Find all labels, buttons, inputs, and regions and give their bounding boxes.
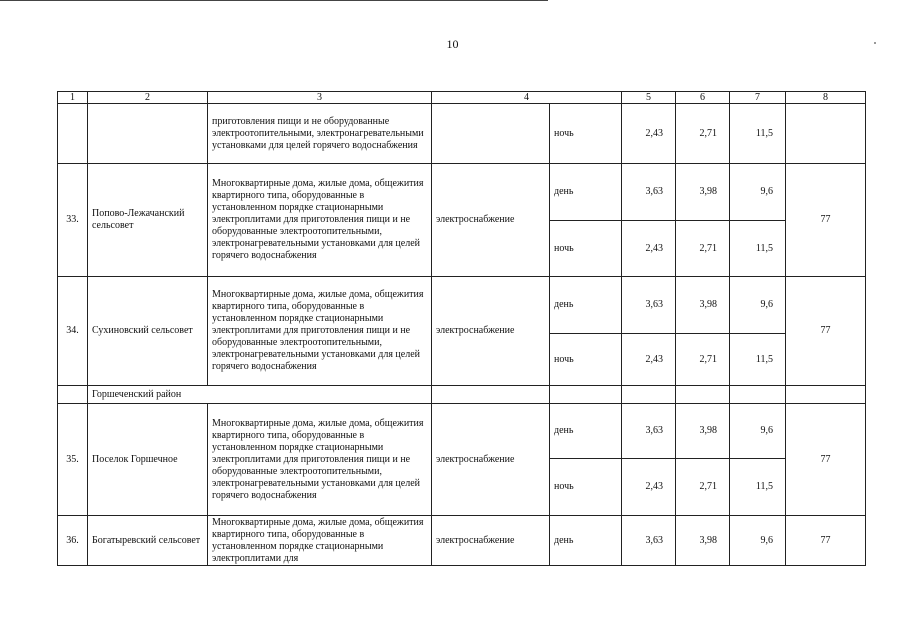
settlement-name: Поселок Горшечное bbox=[88, 404, 208, 516]
header-row bbox=[58, 92, 866, 104]
value-col6: 2,71 bbox=[676, 459, 730, 516]
value-col6 bbox=[676, 386, 730, 404]
value-col6: 3,98 bbox=[676, 164, 730, 221]
col-header-4: 4 bbox=[432, 92, 622, 104]
row-number: 33. bbox=[58, 164, 88, 277]
value-col5: 2,43 bbox=[622, 221, 676, 277]
value-col5: 2,43 bbox=[622, 104, 676, 164]
row-number: 36. bbox=[58, 516, 88, 566]
table-row bbox=[58, 164, 866, 221]
col-header-8: 8 bbox=[786, 92, 866, 104]
value-col5 bbox=[622, 386, 676, 404]
consumer-category: приготовления пищи и не оборудованные электроотопительными, электронагревательными установками для целей горячего водоснабжения bbox=[208, 104, 432, 164]
table-row-continuation bbox=[58, 104, 866, 164]
service-type: электроснабжение bbox=[432, 164, 550, 277]
consumer-category: Многоквартирные дома, жилые дома, общежития квартирного типа, оборудованные в установленном порядке стационарными электроплитами для приготовления пищи и не оборудованные электроотопительными, электронагревательными установками для целей горячего водоснабжения bbox=[208, 404, 432, 516]
scan-speck bbox=[874, 42, 876, 44]
value-col7: 11,5 bbox=[730, 221, 786, 277]
value-col7: 9,6 bbox=[730, 164, 786, 221]
value-col6: 3,98 bbox=[676, 277, 730, 334]
service-type bbox=[432, 104, 550, 164]
value-col5: 3,63 bbox=[622, 277, 676, 334]
table-row bbox=[58, 404, 866, 459]
settlement-name: Сухиновский сельсовет bbox=[88, 277, 208, 386]
settlement-name bbox=[88, 104, 208, 164]
value-col7: 9,6 bbox=[730, 516, 786, 566]
period-label: день bbox=[550, 516, 622, 566]
col-header-7: 7 bbox=[730, 92, 786, 104]
settlement-name: Попово-Лежачанский сельсовет bbox=[88, 164, 208, 277]
page-number: 10 bbox=[446, 37, 459, 51]
period-label: ночь bbox=[550, 459, 622, 516]
col-header-5: 5 bbox=[622, 92, 676, 104]
service-type: электроснабжение bbox=[432, 404, 550, 516]
value-col6: 3,98 bbox=[676, 516, 730, 566]
service-type bbox=[432, 386, 550, 404]
value-col7 bbox=[730, 386, 786, 404]
value-col8 bbox=[786, 104, 866, 164]
value-col6: 3,98 bbox=[676, 404, 730, 459]
period-label: день bbox=[550, 164, 622, 221]
settlement-name: Богатыревский сельсовет bbox=[88, 516, 208, 566]
value-col8: 77 bbox=[786, 164, 866, 277]
tariff-table bbox=[57, 91, 866, 566]
col-header-2: 2 bbox=[88, 92, 208, 104]
value-col5: 2,43 bbox=[622, 459, 676, 516]
district-row bbox=[58, 386, 866, 404]
value-col5: 2,43 bbox=[622, 334, 676, 386]
value-col8 bbox=[786, 386, 866, 404]
row-number bbox=[58, 104, 88, 164]
table-row bbox=[58, 516, 866, 566]
col-header-3: 3 bbox=[208, 92, 432, 104]
col-header-6: 6 bbox=[676, 92, 730, 104]
row-number: 35. bbox=[58, 404, 88, 516]
value-col5: 3,63 bbox=[622, 516, 676, 566]
period-label bbox=[550, 386, 622, 404]
consumer-category: Многоквартирные дома, жилые дома, общежития квартирного типа, оборудованные в установленном порядке стационарными электроплитами для bbox=[208, 516, 432, 566]
row-number: 34. bbox=[58, 277, 88, 386]
consumer-category: Многоквартирные дома, жилые дома, общежития квартирного типа, оборудованные в установленном порядке стационарными электроплитами для приготовления пищи и не оборудованные электроотопительными, электронагревательными установками для целей горячего водоснабжения bbox=[208, 164, 432, 277]
value-col7: 9,6 bbox=[730, 277, 786, 334]
period-label: ночь bbox=[550, 104, 622, 164]
col-header-1: 1 bbox=[58, 92, 88, 104]
district-name: Горшеченский район bbox=[88, 386, 432, 404]
period-label: ночь bbox=[550, 334, 622, 386]
value-col6: 2,71 bbox=[676, 221, 730, 277]
period-label: день bbox=[550, 404, 622, 459]
top-rule bbox=[0, 0, 548, 1]
service-type: электроснабжение bbox=[432, 516, 550, 566]
value-col6: 2,71 bbox=[676, 104, 730, 164]
value-col7: 9,6 bbox=[730, 404, 786, 459]
value-col8: 77 bbox=[786, 404, 866, 516]
value-col8: 77 bbox=[786, 277, 866, 386]
period-label: день bbox=[550, 277, 622, 334]
row-number bbox=[58, 386, 88, 404]
value-col5: 3,63 bbox=[622, 164, 676, 221]
value-col5: 3,63 bbox=[622, 404, 676, 459]
period-label: ночь bbox=[550, 221, 622, 277]
service-type: электроснабжение bbox=[432, 277, 550, 386]
value-col7: 11,5 bbox=[730, 459, 786, 516]
value-col7: 11,5 bbox=[730, 334, 786, 386]
value-col7: 11,5 bbox=[730, 104, 786, 164]
consumer-category: Многоквартирные дома, жилые дома, общежития квартирного типа, оборудованные в установленном порядке стационарными электроплитами для приготовления пищи и не оборудованные электроотопительными, электронагревательными установками для целей горячего водоснабжения bbox=[208, 277, 432, 386]
value-col8: 77 bbox=[786, 516, 866, 566]
table-row bbox=[58, 277, 866, 334]
value-col6: 2,71 bbox=[676, 334, 730, 386]
